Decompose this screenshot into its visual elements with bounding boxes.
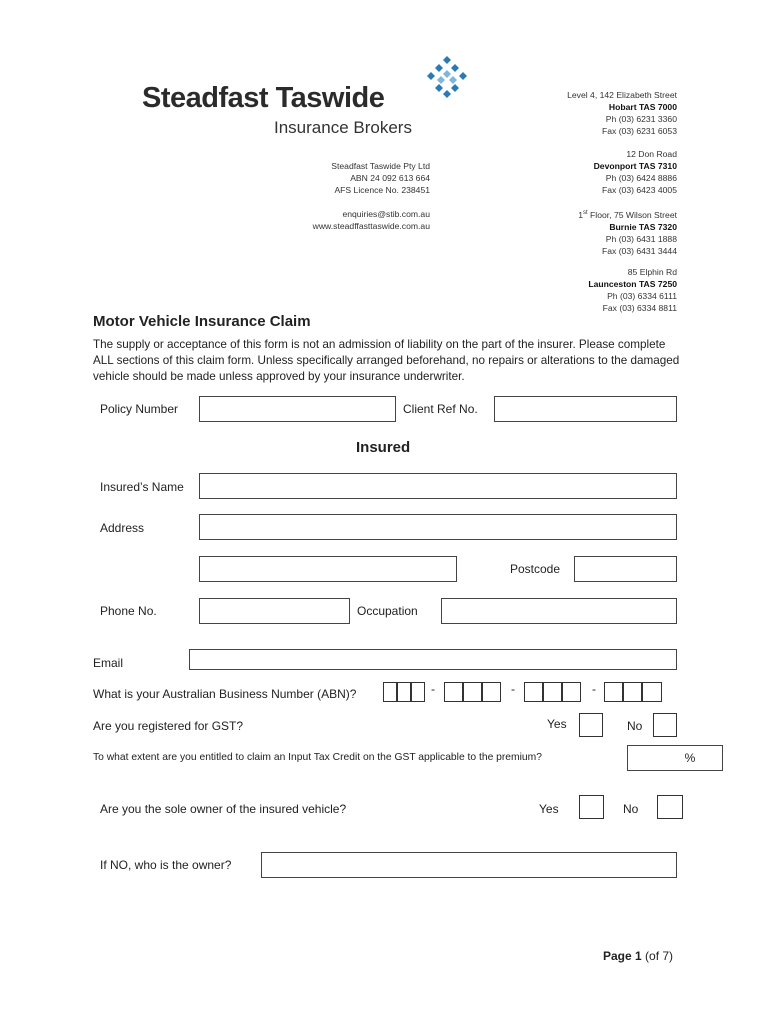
abn-digit-box[interactable] <box>524 682 543 702</box>
office-address: 12 Don Road <box>626 149 677 159</box>
occupation-label: Occupation <box>357 604 418 618</box>
insured-name-input[interactable] <box>199 473 677 499</box>
company-details <box>260 160 430 196</box>
address-input-line2[interactable] <box>199 556 457 582</box>
abn-digit-box[interactable] <box>482 682 501 702</box>
owner-yes-label: Yes <box>539 802 559 816</box>
company-email[interactable]: enquiries@stib.com.au <box>342 209 430 219</box>
owner-yes-checkbox[interactable] <box>579 795 604 819</box>
abn-separator: - <box>511 682 515 696</box>
address-input-line1[interactable] <box>199 514 677 540</box>
owner-name-label: If NO, who is the owner? <box>100 858 232 872</box>
office-devonport <box>520 148 677 196</box>
company-contact <box>260 208 430 232</box>
owner-no-label: No <box>623 802 639 816</box>
gst-no-checkbox[interactable] <box>653 713 677 737</box>
abn-question: What is your Australian Business Number (ABN)? <box>93 687 357 701</box>
gst-question: Are you registered for GST? <box>93 719 244 733</box>
brand-tagline: Insurance Brokers <box>274 118 412 137</box>
office-address: 85 Elphin Rd <box>627 267 677 277</box>
page-indicator <box>603 949 673 963</box>
office-burnie <box>520 207 677 257</box>
office-phone: Ph (03) 6431 1888 <box>605 233 677 244</box>
email-label: Email <box>93 656 124 670</box>
abn-digit-box[interactable] <box>642 682 662 702</box>
abn-digit-box[interactable] <box>444 682 463 702</box>
company-website[interactable]: www.steadffasttaswide.com.au <box>312 221 430 231</box>
office-fax: Fax (03) 6231 6053 <box>601 126 677 136</box>
address-label: Address <box>100 521 145 535</box>
office-phone: Ph (03) 6231 3360 <box>605 114 677 124</box>
office-address: Level 4, 142 Elizabeth Street <box>567 90 677 100</box>
email-input[interactable] <box>189 649 677 670</box>
office-address-street: Floor, 75 Wilson Street <box>587 209 677 220</box>
office-city: Devonport TAS 7310 <box>593 161 677 171</box>
owner-no-checkbox[interactable] <box>657 795 683 819</box>
form-title: Motor Vehicle Insurance Claim <box>93 313 311 330</box>
abn-digit-box[interactable] <box>463 682 482 702</box>
office-hobart <box>520 89 677 137</box>
gst-no-label: No <box>627 719 643 733</box>
itc-percent-input[interactable] <box>627 745 723 771</box>
abn-digit-box[interactable] <box>383 682 397 702</box>
abn-digit-box[interactable] <box>623 682 642 702</box>
logo-diamond-icon <box>424 54 470 100</box>
abn-digit-box[interactable] <box>397 682 411 702</box>
phone-input[interactable] <box>199 598 350 624</box>
office-city: Burnie TAS 7320 <box>609 221 677 232</box>
office-address-number: 1 <box>578 209 583 220</box>
postcode-input[interactable] <box>574 556 677 582</box>
owner-name-input[interactable] <box>261 852 677 878</box>
abn-digit-box[interactable] <box>543 682 562 702</box>
office-address <box>520 207 677 221</box>
percent-symbol: % <box>684 751 696 765</box>
company-entity: Steadfast Taswide Pty Ltd <box>331 161 430 171</box>
company-abn: ABN 24 092 613 664 <box>350 173 430 183</box>
office-fax: Fax (03) 6431 3444 <box>601 245 677 256</box>
policy-number-input[interactable] <box>199 396 396 422</box>
client-ref-input[interactable] <box>494 396 677 422</box>
form-intro: The supply or acceptance of this form is not an admission of liability on the part of the insurer. Please complete ALL sections of this claim form. Unless specifically arranged beforehand, no repairs or alterations to the damaged vehicle should be made unless approved by your insurance underwriter. <box>93 338 680 383</box>
abn-digit-box[interactable] <box>604 682 623 702</box>
office-fax: Fax (03) 6423 4005 <box>601 185 677 195</box>
company-afs: AFS Licence No. 238451 <box>334 185 430 195</box>
office-phone: Ph (03) 6424 8886 <box>605 173 677 183</box>
office-address-suffix: st <box>583 210 588 216</box>
abn-digit-box[interactable] <box>562 682 581 702</box>
abn-separator: - <box>592 682 596 696</box>
office-city: Launceston TAS 7250 <box>588 279 677 289</box>
insured-name-label: Insured’s Name <box>100 480 184 494</box>
postcode-label: Postcode <box>510 562 561 576</box>
office-phone: Ph (03) 6334 6111 <box>607 291 677 301</box>
page-total: (of 7) <box>645 949 674 963</box>
client-ref-label: Client Ref No. <box>403 402 478 416</box>
phone-label: Phone No. <box>100 604 157 618</box>
section-insured-heading: Insured <box>356 439 411 456</box>
abn-digit-box[interactable] <box>411 682 425 702</box>
gst-yes-label: Yes <box>547 717 567 731</box>
office-fax: Fax (03) 6334 8811 <box>602 303 677 313</box>
sole-owner-question: Are you the sole owner of the insured vehicle? <box>100 802 347 816</box>
policy-number-label: Policy Number <box>100 402 179 416</box>
office-city: Hobart TAS 7000 <box>608 102 677 112</box>
gst-yes-checkbox[interactable] <box>579 713 603 737</box>
itc-question: To what extent are you entitled to claim an Input Tax Credit on the GST applicable to the premium? <box>93 752 542 763</box>
abn-separator: - <box>431 682 435 696</box>
occupation-input[interactable] <box>441 598 677 624</box>
brand-name: Steadfast Taswide <box>142 82 385 114</box>
office-launceston <box>520 266 677 314</box>
page-number: Page 1 <box>603 949 642 963</box>
